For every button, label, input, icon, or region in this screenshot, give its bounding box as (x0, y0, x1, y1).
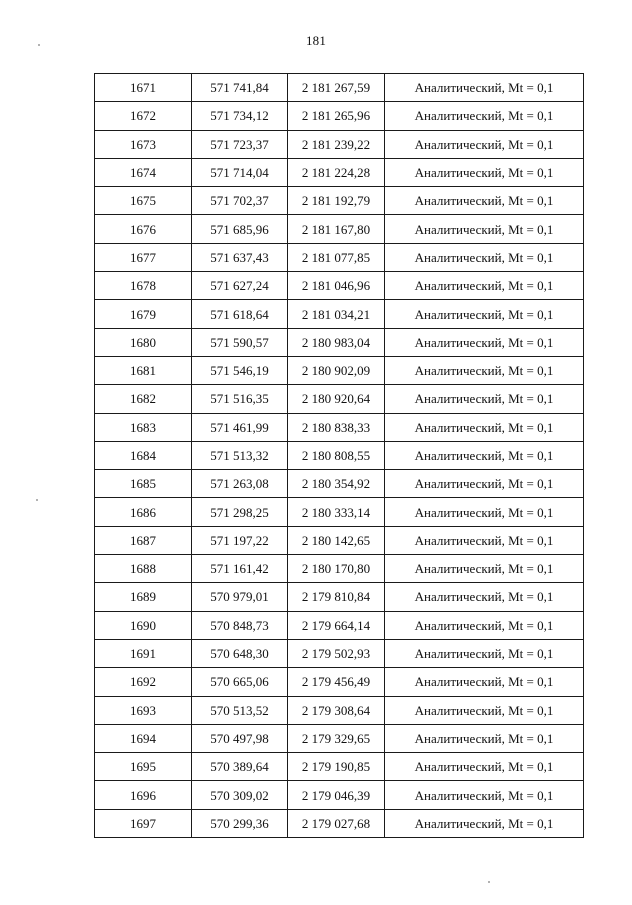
y-coordinate-cell: 2 181 239,22 (288, 130, 385, 158)
x-coordinate-cell: 570 513,52 (192, 696, 288, 724)
method-cell: Аналитический, Mt = 0,1 (385, 441, 584, 469)
table-row (95, 187, 584, 215)
method-cell: Аналитический, Mt = 0,1 (385, 328, 584, 356)
method-cell: Аналитический, Mt = 0,1 (385, 130, 584, 158)
coordinates-table (94, 73, 584, 838)
method-cell: Аналитический, Mt = 0,1 (385, 639, 584, 667)
x-coordinate-cell: 571 685,96 (192, 215, 288, 243)
method-cell: Аналитический, Mt = 0,1 (385, 215, 584, 243)
point-number-cell: 1688 (95, 555, 192, 583)
y-coordinate-cell: 2 180 142,65 (288, 526, 385, 554)
y-coordinate-cell: 2 180 354,92 (288, 470, 385, 498)
point-number-cell: 1683 (95, 413, 192, 441)
scan-speck (36, 499, 38, 501)
x-coordinate-cell: 571 734,12 (192, 102, 288, 130)
x-coordinate-cell: 570 979,01 (192, 583, 288, 611)
method-cell: Аналитический, Mt = 0,1 (385, 385, 584, 413)
x-coordinate-cell: 571 637,43 (192, 243, 288, 271)
point-number-cell: 1679 (95, 300, 192, 328)
method-cell: Аналитический, Mt = 0,1 (385, 555, 584, 583)
method-cell: Аналитический, Mt = 0,1 (385, 753, 584, 781)
x-coordinate-cell: 570 665,06 (192, 668, 288, 696)
x-coordinate-cell: 570 497,98 (192, 724, 288, 752)
x-coordinate-cell: 571 263,08 (192, 470, 288, 498)
point-number-cell: 1693 (95, 696, 192, 724)
table-row (95, 130, 584, 158)
y-coordinate-cell: 2 179 810,84 (288, 583, 385, 611)
scan-speck (38, 44, 40, 46)
y-coordinate-cell: 2 180 808,55 (288, 441, 385, 469)
x-coordinate-cell: 570 648,30 (192, 639, 288, 667)
method-cell: Аналитический, Mt = 0,1 (385, 526, 584, 554)
table-row (95, 639, 584, 667)
y-coordinate-cell: 2 179 027,68 (288, 809, 385, 837)
y-coordinate-cell: 2 179 664,14 (288, 611, 385, 639)
y-coordinate-cell: 2 180 902,09 (288, 356, 385, 384)
y-coordinate-cell: 2 181 077,85 (288, 243, 385, 271)
table-row (95, 328, 584, 356)
method-cell: Аналитический, Mt = 0,1 (385, 611, 584, 639)
point-number-cell: 1694 (95, 724, 192, 752)
point-number-cell: 1696 (95, 781, 192, 809)
x-coordinate-cell: 571 702,37 (192, 187, 288, 215)
y-coordinate-cell: 2 180 983,04 (288, 328, 385, 356)
table-row (95, 272, 584, 300)
table-row (95, 611, 584, 639)
point-number-cell: 1681 (95, 356, 192, 384)
table-row (95, 526, 584, 554)
point-number-cell: 1687 (95, 526, 192, 554)
y-coordinate-cell: 2 179 308,64 (288, 696, 385, 724)
method-cell: Аналитический, Mt = 0,1 (385, 243, 584, 271)
x-coordinate-cell: 570 299,36 (192, 809, 288, 837)
y-coordinate-cell: 2 180 838,33 (288, 413, 385, 441)
x-coordinate-cell: 570 309,02 (192, 781, 288, 809)
point-number-cell: 1672 (95, 102, 192, 130)
method-cell: Аналитический, Mt = 0,1 (385, 809, 584, 837)
x-coordinate-cell: 571 161,42 (192, 555, 288, 583)
point-number-cell: 1690 (95, 611, 192, 639)
y-coordinate-cell: 2 181 034,21 (288, 300, 385, 328)
table-row (95, 74, 584, 102)
x-coordinate-cell: 570 389,64 (192, 753, 288, 781)
y-coordinate-cell: 2 179 046,39 (288, 781, 385, 809)
table-row (95, 441, 584, 469)
method-cell: Аналитический, Mt = 0,1 (385, 668, 584, 696)
table-row (95, 668, 584, 696)
table-row (95, 356, 584, 384)
point-number-cell: 1685 (95, 470, 192, 498)
table-row (95, 781, 584, 809)
point-number-cell: 1676 (95, 215, 192, 243)
method-cell: Аналитический, Mt = 0,1 (385, 470, 584, 498)
method-cell: Аналитический, Mt = 0,1 (385, 187, 584, 215)
method-cell: Аналитический, Mt = 0,1 (385, 356, 584, 384)
x-coordinate-cell: 571 714,04 (192, 158, 288, 186)
point-number-cell: 1671 (95, 74, 192, 102)
y-coordinate-cell: 2 179 190,85 (288, 753, 385, 781)
point-number-cell: 1686 (95, 498, 192, 526)
y-coordinate-cell: 2 181 192,79 (288, 187, 385, 215)
point-number-cell: 1680 (95, 328, 192, 356)
point-number-cell: 1689 (95, 583, 192, 611)
method-cell: Аналитический, Mt = 0,1 (385, 696, 584, 724)
point-number-cell: 1692 (95, 668, 192, 696)
x-coordinate-cell: 571 590,57 (192, 328, 288, 356)
table-row (95, 724, 584, 752)
method-cell: Аналитический, Mt = 0,1 (385, 498, 584, 526)
page-number: 181 (305, 33, 327, 48)
x-coordinate-cell: 571 516,35 (192, 385, 288, 413)
y-coordinate-cell: 2 180 333,14 (288, 498, 385, 526)
point-number-cell: 1697 (95, 809, 192, 837)
table-row (95, 470, 584, 498)
table-row (95, 498, 584, 526)
method-cell: Аналитический, Mt = 0,1 (385, 724, 584, 752)
x-coordinate-cell: 571 197,22 (192, 526, 288, 554)
table-row (95, 102, 584, 130)
y-coordinate-cell: 2 181 046,96 (288, 272, 385, 300)
x-coordinate-cell: 571 546,19 (192, 356, 288, 384)
point-number-cell: 1682 (95, 385, 192, 413)
method-cell: Аналитический, Mt = 0,1 (385, 300, 584, 328)
table-row (95, 413, 584, 441)
x-coordinate-cell: 571 723,37 (192, 130, 288, 158)
point-number-cell: 1673 (95, 130, 192, 158)
y-coordinate-cell: 2 179 329,65 (288, 724, 385, 752)
coordinates-table-body (95, 74, 584, 838)
table-row (95, 809, 584, 837)
y-coordinate-cell: 2 181 224,28 (288, 158, 385, 186)
point-number-cell: 1675 (95, 187, 192, 215)
table-row (95, 300, 584, 328)
table-row (95, 385, 584, 413)
y-coordinate-cell: 2 181 167,80 (288, 215, 385, 243)
x-coordinate-cell: 571 741,84 (192, 74, 288, 102)
y-coordinate-cell: 2 179 502,93 (288, 639, 385, 667)
table-row (95, 243, 584, 271)
point-number-cell: 1691 (95, 639, 192, 667)
y-coordinate-cell: 2 180 170,80 (288, 555, 385, 583)
point-number-cell: 1674 (95, 158, 192, 186)
x-coordinate-cell: 570 848,73 (192, 611, 288, 639)
method-cell: Аналитический, Mt = 0,1 (385, 781, 584, 809)
point-number-cell: 1678 (95, 272, 192, 300)
method-cell: Аналитический, Mt = 0,1 (385, 102, 584, 130)
method-cell: Аналитический, Mt = 0,1 (385, 74, 584, 102)
method-cell: Аналитический, Mt = 0,1 (385, 583, 584, 611)
x-coordinate-cell: 571 461,99 (192, 413, 288, 441)
method-cell: Аналитический, Mt = 0,1 (385, 158, 584, 186)
point-number-cell: 1677 (95, 243, 192, 271)
x-coordinate-cell: 571 513,32 (192, 441, 288, 469)
table-row (95, 753, 584, 781)
method-cell: Аналитический, Mt = 0,1 (385, 272, 584, 300)
table-row (95, 555, 584, 583)
x-coordinate-cell: 571 298,25 (192, 498, 288, 526)
x-coordinate-cell: 571 618,64 (192, 300, 288, 328)
table-row (95, 158, 584, 186)
table-row (95, 215, 584, 243)
point-number-cell: 1695 (95, 753, 192, 781)
scan-speck (488, 881, 490, 883)
table-row (95, 583, 584, 611)
point-number-cell: 1684 (95, 441, 192, 469)
x-coordinate-cell: 571 627,24 (192, 272, 288, 300)
y-coordinate-cell: 2 179 456,49 (288, 668, 385, 696)
y-coordinate-cell: 2 181 267,59 (288, 74, 385, 102)
table-row (95, 696, 584, 724)
y-coordinate-cell: 2 181 265,96 (288, 102, 385, 130)
method-cell: Аналитический, Mt = 0,1 (385, 413, 584, 441)
y-coordinate-cell: 2 180 920,64 (288, 385, 385, 413)
